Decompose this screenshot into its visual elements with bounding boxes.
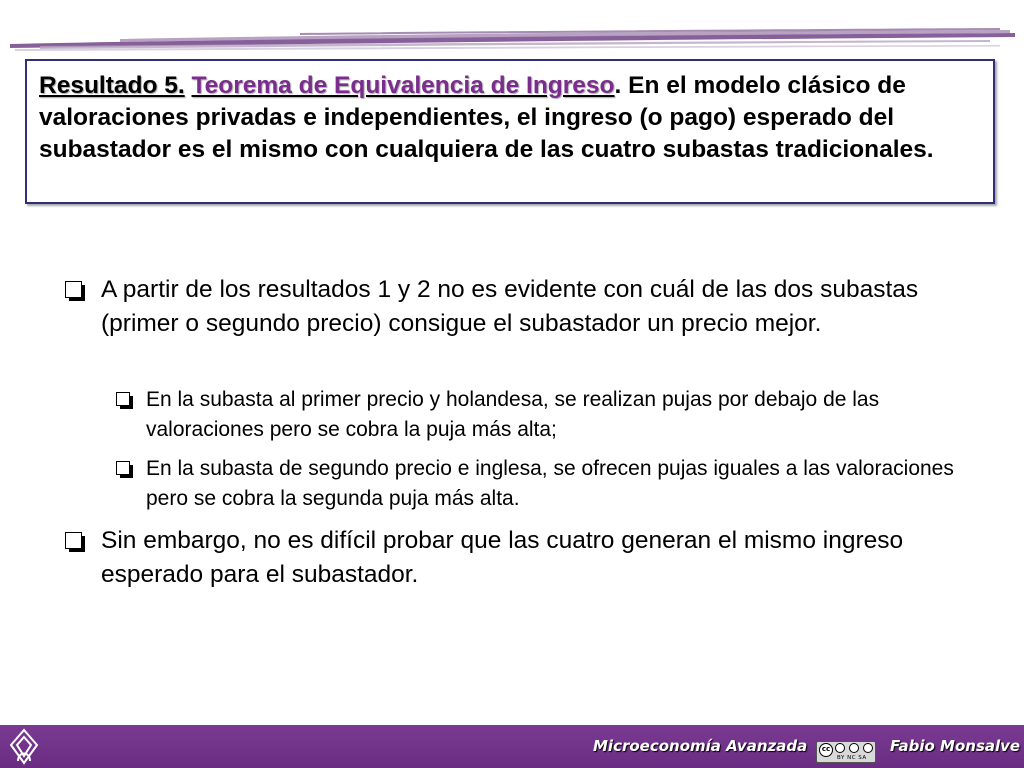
sub-bullet-text: En la subasta al primer precio y holandesa, se realizan pujas por debajo de las valoraciones pero se cobra la puja más alta; [146, 388, 880, 441]
course-title: Microeconomía Avanzada [593, 737, 808, 755]
sub-bullet-text: En la subasta de segundo precio e inglesa, se ofrecen pujas iguales a las valoraciones pero se cobra la segunda puja más alta. [146, 457, 954, 510]
checkbox-bullet-icon [65, 532, 82, 549]
cc-terms-text: BY NC SA [837, 755, 867, 761]
cc-license-badge[interactable] [816, 741, 876, 763]
bullet-text: Sin embargo, no es difícil probar que las cuatro generan el mismo ingreso esperado para el subastador. [101, 527, 904, 588]
cc-nc-icon [849, 743, 859, 753]
university-logo-icon [6, 727, 42, 766]
checkbox-bullet-icon [65, 281, 82, 298]
bullet-item [101, 273, 991, 341]
theorem-box [25, 59, 995, 204]
cc-sa-icon [863, 743, 873, 753]
header-decoration [0, 0, 1024, 60]
bullet-text: A partir de los resultados 1 y 2 no es evidente con cuál de las dos subastas (primer o segundo precio) consigue el subastador un precio mejor. [101, 276, 919, 337]
author-name: Fabio Monsalve [890, 737, 1021, 755]
theorem-label: Resultado 5. [39, 72, 185, 99]
sub-bullet-item [146, 385, 996, 445]
bullet-item [101, 524, 991, 592]
theorem-statement [39, 70, 981, 166]
sub-bullet-item [146, 454, 996, 514]
theorem-body: . En el modelo clásico de valoraciones privadas e independientes, el ingreso (o pago) esperado del subastador es el mismo con cualquiera de las cuatro subastas tradicionales. [39, 72, 934, 163]
checkbox-bullet-icon [116, 392, 130, 406]
cc-mark-icon: cc [819, 743, 833, 757]
cc-by-icon [835, 743, 845, 753]
theorem-name: Teorema de Equivalencia de Ingreso [191, 72, 615, 99]
checkbox-bullet-icon [116, 461, 130, 475]
